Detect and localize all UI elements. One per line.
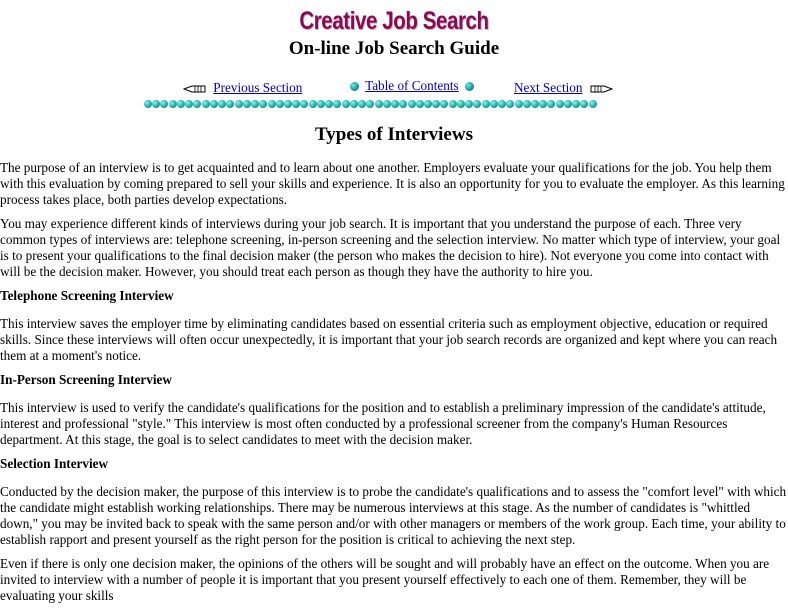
section-heading-selection: Selection Interview [0,456,109,471]
section-nav [0,78,788,102]
teal-ball-icon [210,100,218,108]
teal-ball-icon [539,100,547,108]
toc-nav [347,78,477,94]
teal-ball-icon [300,100,308,108]
teal-ball-icon [243,100,251,108]
teal-ball-icon [416,100,424,108]
teal-ball-icon [449,100,457,108]
teal-ball-icon [152,100,160,108]
intro-paragraph-1: The purpose of an interview is to get acquainted and to learn about one another. Employers evaluate your qualifications for the job. You help them with this evaluation by coming prepared to sell your skills and experience. It is also an opportunity for you to evaluate the employer. As this learning process takes place, both parties develop expectations. [0,160,785,207]
teal-ball-icon [547,100,555,108]
article-body [0,160,788,612]
teal-ball-icon [399,100,407,108]
teal-ball-icon [432,100,440,108]
teal-ball-icon [333,100,341,108]
teal-ball-icon [350,82,359,91]
site-logo: Creative Job Search [299,7,489,35]
teal-ball-icon [177,100,185,108]
teal-ball-icon [144,100,152,108]
teal-ball-icon [556,100,564,108]
teal-ball-icon [473,100,481,108]
teal-ball-icon [465,100,473,108]
teal-ball-icon [317,100,325,108]
closing-paragraph: Even if there is only one decision maker, the opinions of the others will be sought and will probably have an effect on the outcome. When you are invited to interview with a number of people it is important that you present yourself effectively to each one of them. Remember, they will be evaluating your skills [0,556,770,603]
teal-ball-icon [408,100,416,108]
teal-ball-icon [185,100,193,108]
previous-section-link[interactable]: Previous Section [213,80,303,95]
ball-divider [144,100,602,109]
next-nav [514,80,616,96]
teal-ball-icon [490,100,498,108]
teal-ball-icon [342,100,350,108]
teal-ball-icon [193,100,201,108]
section-body-telephone: This interview saves the employer time by eliminating candidates based on essential criteria such as employment objective, education or required skills. Since these interviews will often occur unexpectedly, it is important that your job search records are organized and kept where you can reach them at a moment's notice. [0,316,778,363]
teal-ball-icon [276,100,284,108]
teal-ball-icon [498,100,506,108]
teal-ball-icon [226,100,234,108]
teal-ball-icon [259,100,267,108]
teal-ball-icon [506,100,514,108]
teal-ball-icon [251,100,259,108]
teal-ball-icon [523,100,531,108]
teal-ball-icon [169,100,177,108]
teal-ball-icon [383,100,391,108]
teal-ball-icon [531,100,539,108]
pointing-hand-left-icon[interactable] [183,84,207,94]
section-body-selection: Conducted by the decision maker, the purpose of this interview is to probe the candidate's qualifications and to assess the "comfort level" with which the candidate might establish working relationships. There may be numerous interviews at this stage. As the number of candidates is "whittled down," you may be invited back to speak with the same person and/or with other managers or members of the work group. Each time, your ability to establish rapport and present yourself as the right person for the position is critical to achieving the next step. [0,484,787,547]
section-heading-in-person: In-Person Screening Interview [0,372,172,387]
next-section-link[interactable]: Next Section [514,80,583,95]
previous-nav [180,80,302,96]
teal-ball-icon [268,100,276,108]
teal-ball-icon [391,100,399,108]
teal-ball-icon [350,100,358,108]
site-subtitle: On-line Job Search Guide [288,38,500,59]
teal-ball-icon [358,100,366,108]
teal-ball-icon [572,100,580,108]
section-heading-telephone: Telephone Screening Interview [0,288,174,303]
teal-ball-icon [292,100,300,108]
teal-ball-icon [309,100,317,108]
section-body-in-person: This interview is used to verify the candidate's qualifications for the position and to establish a preliminary impression of the candidate's attitude, interest and professional "style." This interview is most often conducted by a professional screener from the company's Human Resources department. At this stage, the goal is to select candidates to meet with the decision maker. [0,400,766,447]
teal-ball-icon [424,100,432,108]
teal-ball-icon [160,100,168,108]
pointing-hand-right-icon[interactable] [589,84,613,94]
teal-ball-icon [564,100,572,108]
page-title: Types of Interviews [315,124,473,145]
teal-ball-icon [218,100,226,108]
teal-ball-icon [366,100,374,108]
teal-ball-icon [284,100,292,108]
teal-ball-icon [457,100,465,108]
teal-ball-icon [235,100,243,108]
teal-ball-icon [375,100,383,108]
teal-ball-icon [465,82,474,91]
table-of-contents-link[interactable]: Table of Contents [365,78,459,93]
teal-ball-icon [515,100,523,108]
teal-ball-icon [202,100,210,108]
teal-ball-icon [482,100,490,108]
intro-paragraph-2: You may experience different kinds of interviews during your job search. It is important that you understand the purpose of each. Three very common types of interviews are: telephone screening, in-person screening and the selection interview. No matter which type of interview, your goal is to present your qualifications to the final decision maker (the person who makes the decision to hire). Not everyone you come into contact with will be the decision maker. However, you should treat each person as though they have the authority to hire you. [0,216,781,279]
teal-ball-icon [589,100,597,108]
teal-ball-icon [440,100,448,108]
teal-ball-icon [580,100,588,108]
teal-ball-icon [325,100,333,108]
